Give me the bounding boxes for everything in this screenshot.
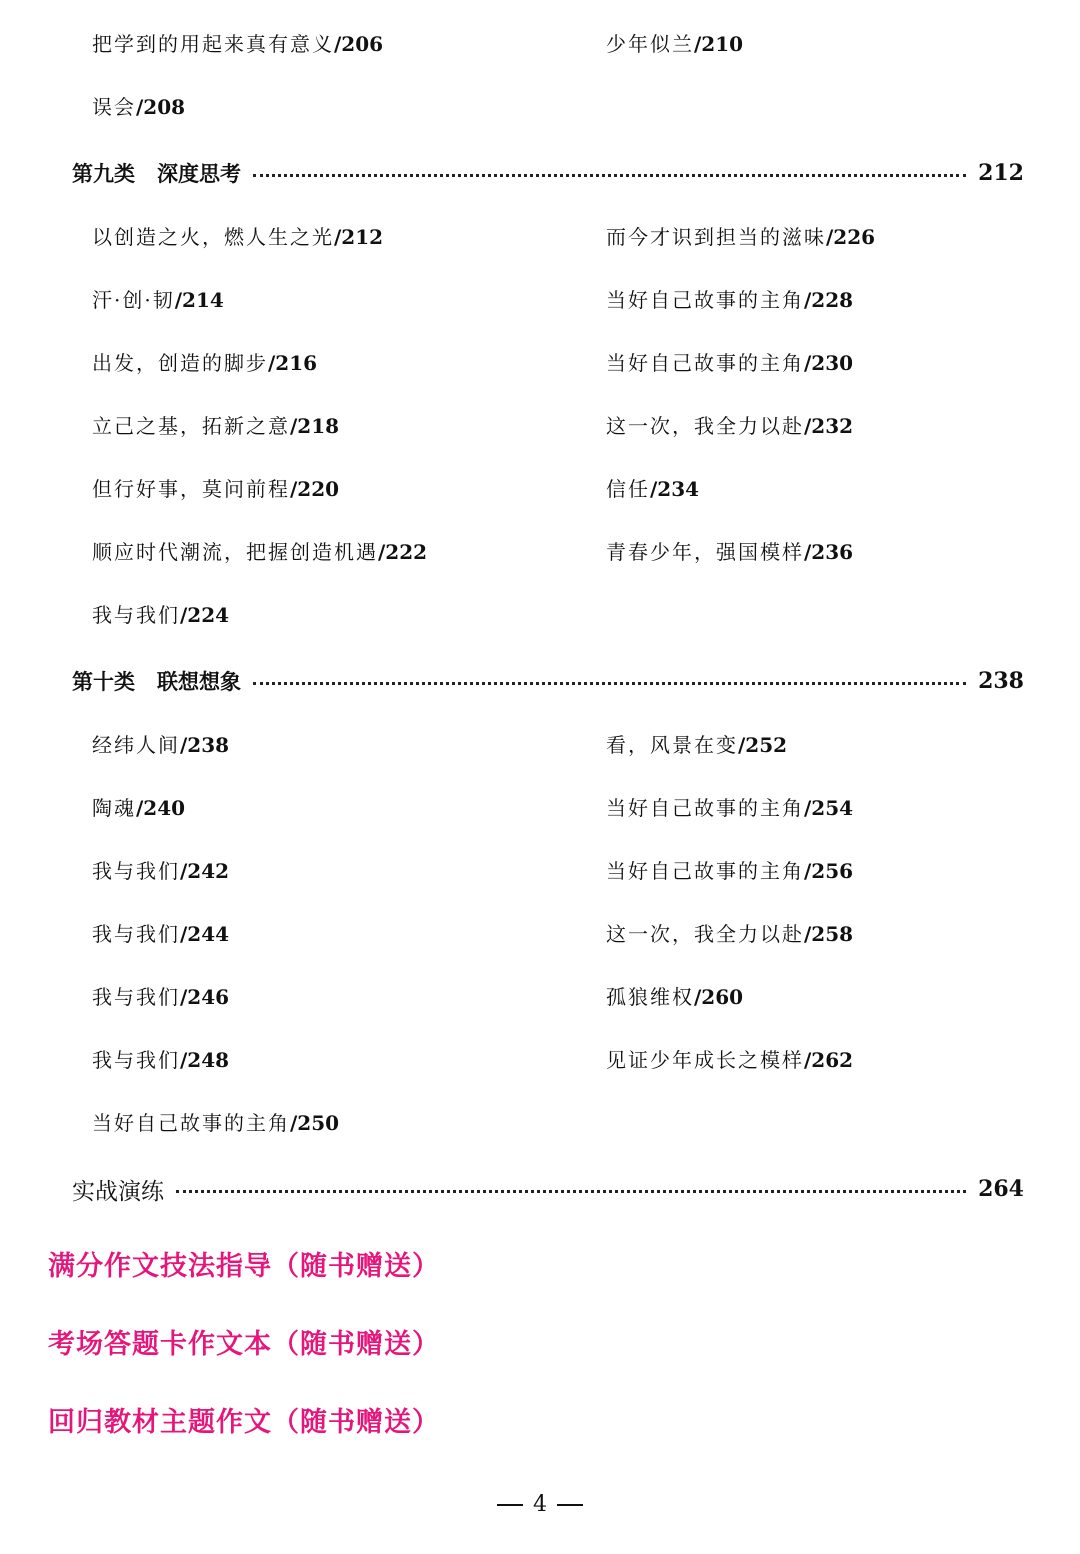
dot-leader: [253, 174, 966, 177]
entry-page: /262: [804, 1048, 854, 1072]
page-number-value: 4: [533, 1492, 547, 1517]
toc-entry[interactable]: [92, 414, 339, 438]
entry-title: 少年似兰: [606, 32, 694, 56]
entry-page: /246: [180, 985, 230, 1009]
entry-page: /208: [136, 95, 186, 119]
entry-page: /216: [268, 351, 318, 375]
toc-entry[interactable]: [606, 985, 743, 1009]
toc-entry[interactable]: [92, 32, 383, 56]
entry-page: /256: [804, 859, 854, 883]
entry-title: 以创造之火，燃人生之光: [92, 225, 334, 249]
entry-title: 我与我们: [92, 1048, 180, 1072]
section-number: 第九类: [72, 162, 135, 186]
section-heading-9[interactable]: [72, 158, 1024, 188]
entry-page: /254: [804, 796, 854, 820]
bonus-item[interactable]: 回归教材主题作文（随书赠送）: [48, 1407, 440, 1438]
toc-entry[interactable]: [606, 859, 853, 883]
page-number: [0, 1492, 1080, 1517]
dash-left: [497, 1504, 523, 1506]
bonus-item[interactable]: 考场答题卡作文本（随书赠送）: [48, 1329, 440, 1360]
toc-entry[interactable]: [606, 288, 853, 312]
entry-title: 信任: [606, 477, 650, 501]
entry-title: 当好自己故事的主角: [92, 1111, 290, 1135]
entry-page: /244: [180, 922, 230, 946]
entry-page: /250: [290, 1111, 340, 1135]
section-name: 实战演练: [72, 1178, 164, 1205]
entry-page: /248: [180, 1048, 230, 1072]
entry-title: 汗·创·韧: [92, 288, 175, 312]
entry-title: 出发，创造的脚步: [92, 351, 268, 375]
section-label: [72, 666, 241, 696]
entry-title: 但行好事，莫问前程: [92, 477, 290, 501]
entry-title: 把学到的用起来真有意义: [92, 32, 334, 56]
entry-title: 误会: [92, 95, 136, 119]
dot-leader: [176, 1190, 966, 1193]
entry-title: 我与我们: [92, 859, 180, 883]
toc-entry[interactable]: [606, 733, 787, 757]
toc-entry[interactable]: [92, 733, 229, 757]
toc-entry[interactable]: [606, 540, 853, 564]
entry-title: 见证少年成长之模样: [606, 1048, 804, 1072]
toc-entry[interactable]: [92, 859, 229, 883]
section-heading-10[interactable]: [72, 666, 1024, 696]
entry-title: 当好自己故事的主角: [606, 796, 804, 820]
bonus-item[interactable]: 满分作文技法指导（随书赠送）: [48, 1251, 440, 1282]
toc-entry[interactable]: [606, 922, 853, 946]
entry-title: 我与我们: [92, 985, 180, 1009]
entry-title: 我与我们: [92, 922, 180, 946]
toc-entry[interactable]: [92, 225, 383, 249]
entry-title: 孤狼维权: [606, 985, 694, 1009]
entry-page: /238: [180, 733, 230, 757]
toc-entry[interactable]: [606, 351, 853, 375]
toc-entry[interactable]: [92, 922, 229, 946]
toc-entry[interactable]: [92, 288, 224, 312]
toc-entry[interactable]: [92, 351, 317, 375]
section-name: 深度思考: [157, 162, 241, 186]
entry-page: /206: [334, 32, 384, 56]
entry-page: /226: [826, 225, 876, 249]
dot-leader: [253, 682, 966, 685]
section-heading-practice[interactable]: [72, 1174, 1024, 1204]
section-number: 第十类: [72, 670, 135, 694]
toc-entry[interactable]: [92, 796, 185, 820]
entry-page: /222: [378, 540, 428, 564]
entry-page: /220: [290, 477, 340, 501]
entry-page: /236: [804, 540, 854, 564]
toc-entry[interactable]: [606, 1048, 853, 1072]
entry-title: 当好自己故事的主角: [606, 351, 804, 375]
entry-title: 当好自己故事的主角: [606, 859, 804, 883]
entry-page: /212: [334, 225, 384, 249]
toc-entry[interactable]: [92, 1111, 339, 1135]
toc-entry[interactable]: [92, 603, 229, 627]
entry-title: 看，风景在变: [606, 733, 738, 757]
toc-entry[interactable]: [92, 540, 427, 564]
entry-page: /214: [174, 288, 224, 312]
entry-title: 立己之基，拓新之意: [92, 414, 290, 438]
toc-entry[interactable]: [92, 985, 229, 1009]
section-name: 联想想象: [157, 670, 241, 694]
toc-entry[interactable]: [92, 477, 339, 501]
entry-title: 这一次，我全力以赴: [606, 922, 804, 946]
toc-entry[interactable]: [606, 414, 853, 438]
section-page: 238: [978, 668, 1024, 694]
toc-entry[interactable]: [606, 32, 743, 56]
entry-page: /242: [180, 859, 230, 883]
entry-page: /234: [650, 477, 700, 501]
entry-title: 这一次，我全力以赴: [606, 414, 804, 438]
dash-right: [557, 1504, 583, 1506]
entry-title: 而今才识到担当的滋味: [606, 225, 826, 249]
entry-page: /252: [738, 733, 788, 757]
toc-entry[interactable]: [606, 225, 875, 249]
toc-entry[interactable]: [92, 95, 185, 119]
entry-title: 我与我们: [92, 603, 180, 627]
toc-entry[interactable]: [606, 477, 699, 501]
toc-entry[interactable]: [606, 796, 853, 820]
entry-title: 陶魂: [92, 796, 136, 820]
entry-page: /258: [804, 922, 854, 946]
entry-title: 青春少年，强国模样: [606, 540, 804, 564]
entry-page: /218: [290, 414, 340, 438]
section-page: 212: [978, 160, 1024, 186]
toc-entry[interactable]: [92, 1048, 229, 1072]
entry-page: /232: [804, 414, 854, 438]
entry-page: /228: [804, 288, 854, 312]
entry-page: /230: [804, 351, 854, 375]
section-page: 264: [978, 1176, 1024, 1202]
entry-page: /260: [694, 985, 744, 1009]
entry-page: /210: [694, 32, 744, 56]
entry-page: /240: [136, 796, 186, 820]
entry-title: 顺应时代潮流，把握创造机遇: [92, 540, 378, 564]
entry-title: 当好自己故事的主角: [606, 288, 804, 312]
entry-title: 经纬人间: [92, 733, 180, 757]
entry-page: /224: [180, 603, 230, 627]
section-label: [72, 158, 241, 188]
